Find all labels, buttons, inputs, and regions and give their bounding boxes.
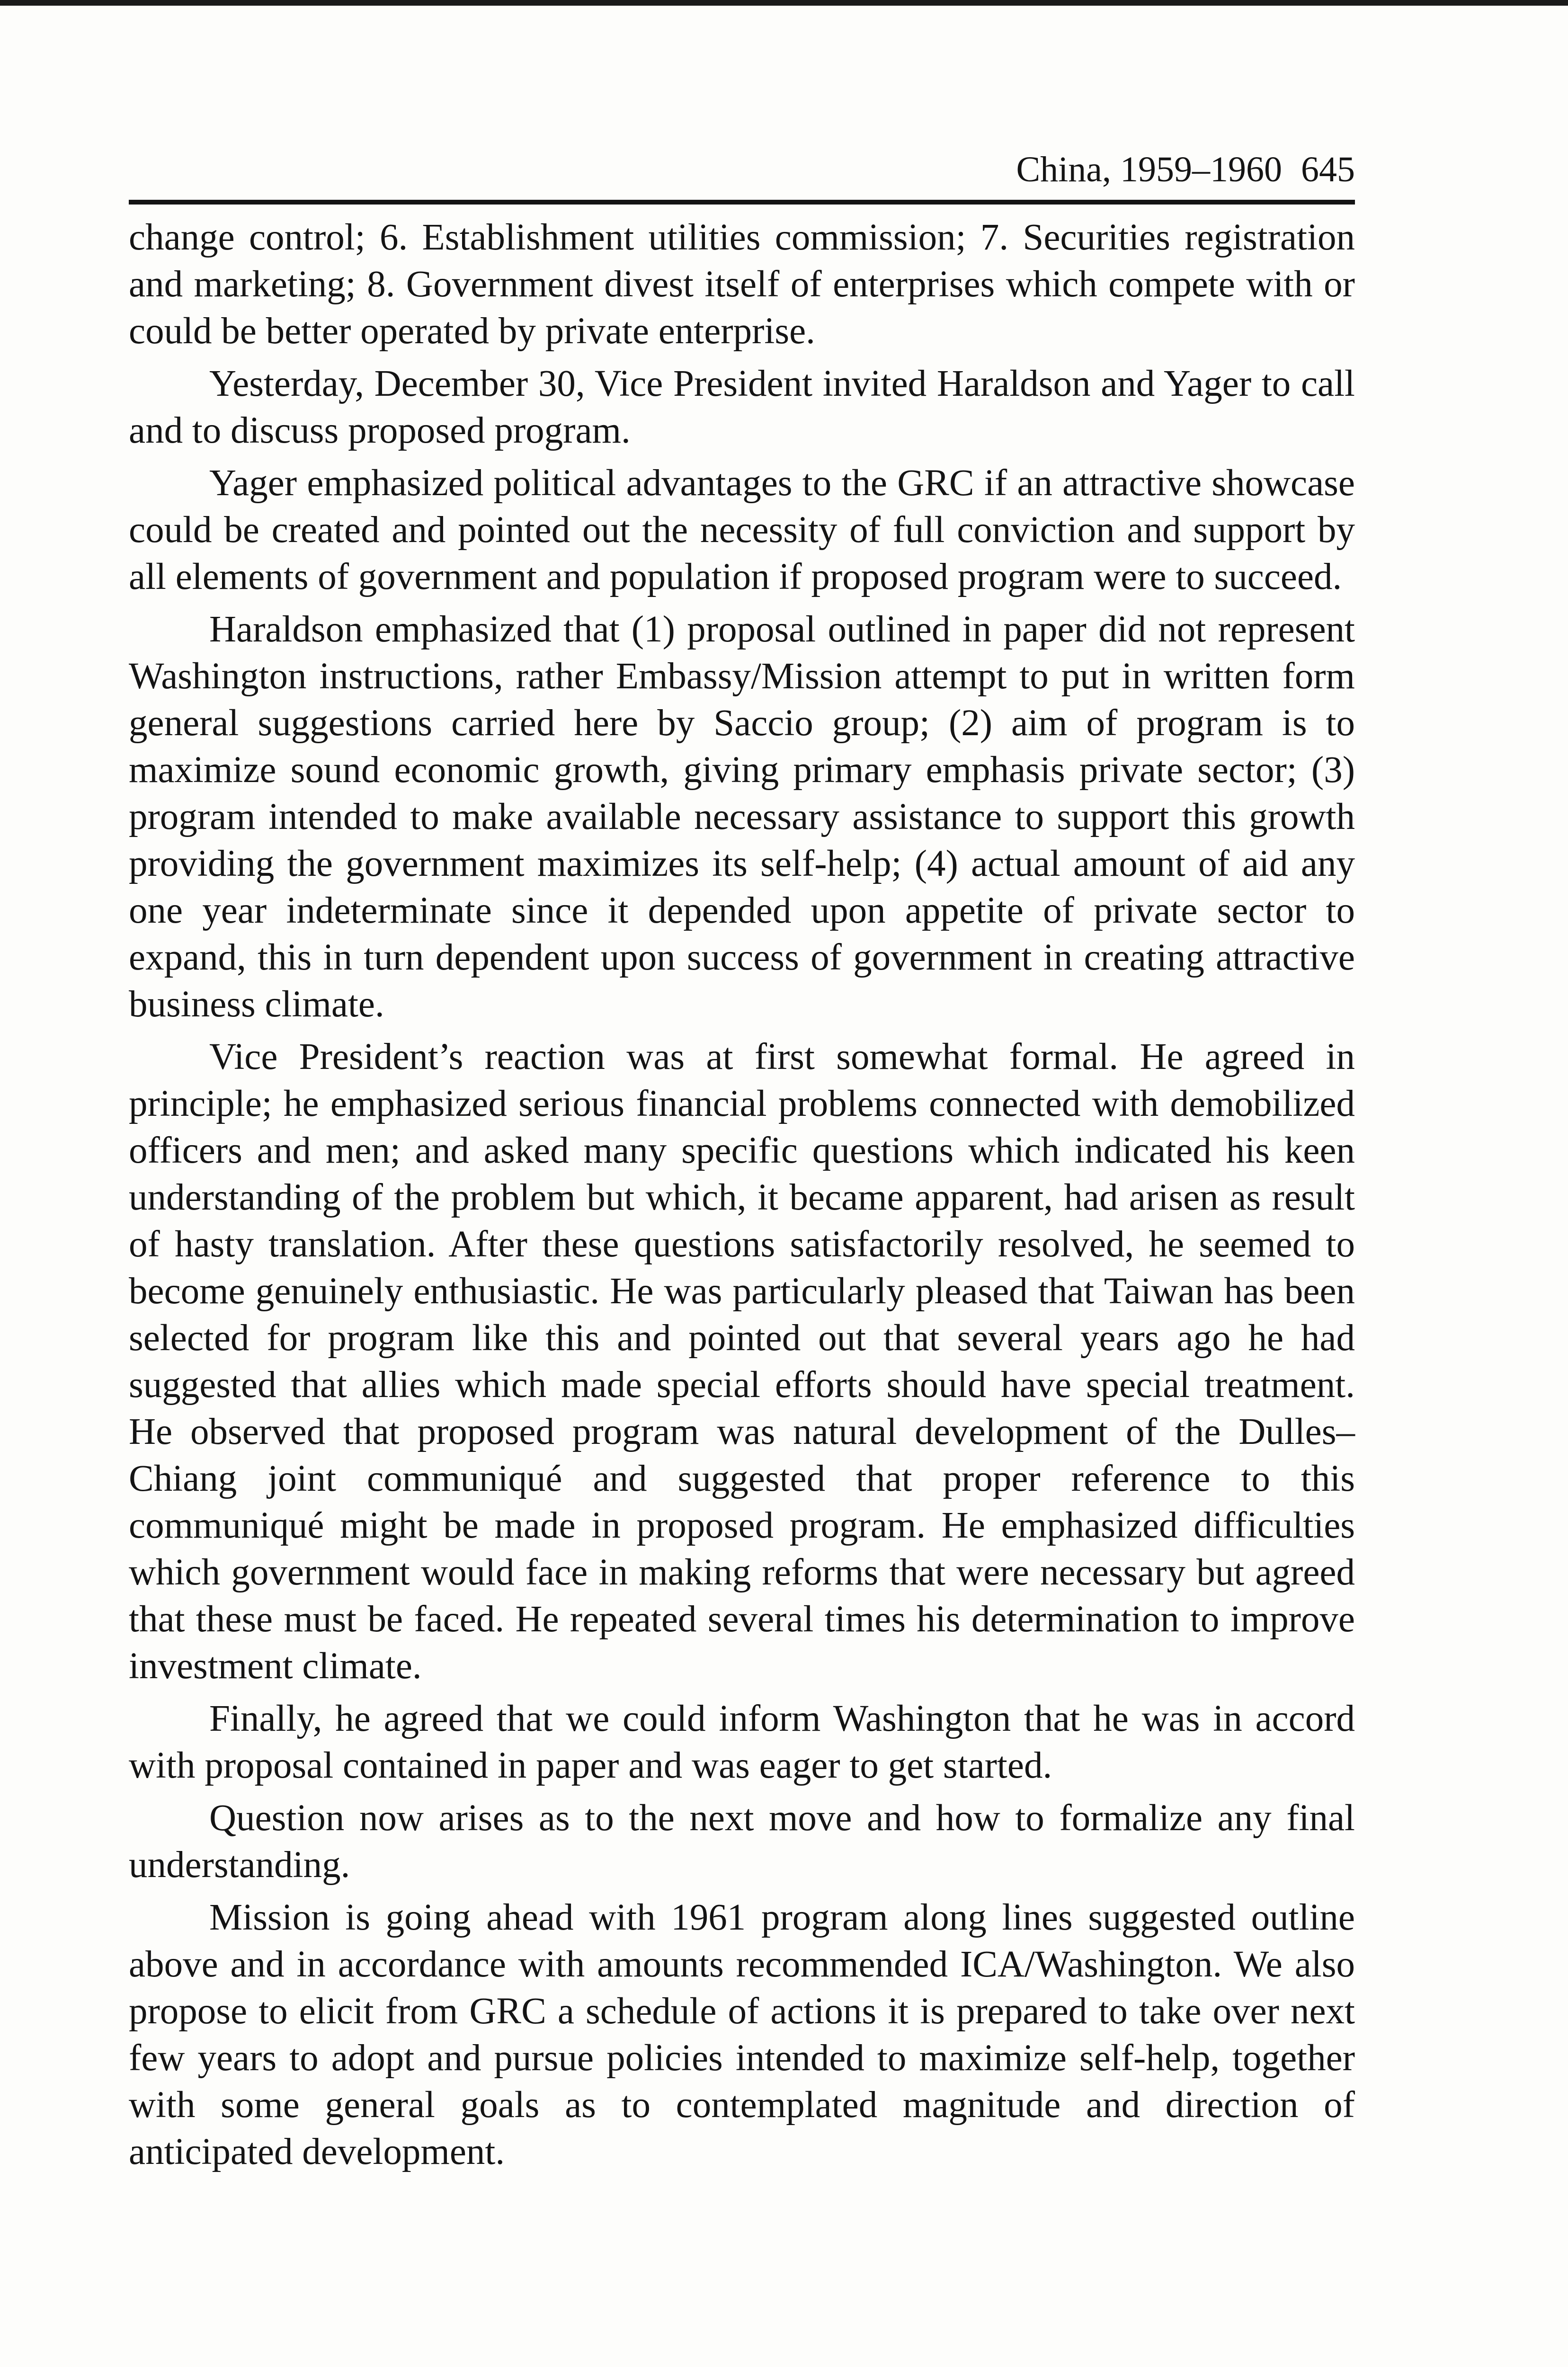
paragraph: Question now arises as to the next move and how to formalize any final understanding. [129,1797,1355,1886]
page-number: 645 [1301,150,1355,189]
header-rule [129,200,1355,205]
paragraph-continuation: change control; 6. Establishment utilities commission; 7. Securities registration and marketing; 8. Government divest itself of enterprises which compete with or could be better operated by private enterprise. [129,217,1355,352]
document-page [129,147,1355,2181]
paragraph: Finally, he agreed that we could inform Washington that he was in accord with proposal contained in paper and was eager to get started. [129,1698,1355,1786]
paragraph: Yesterday, December 30, Vice President invited Haraldson and Yager to call and to discuss proposed program. [129,363,1355,451]
running-header [129,147,1355,196]
paragraph: Mission is going ahead with 1961 program along lines suggested outline above and in accordance with amounts recommended ICA/Washington. We also propose to elicit from GRC a schedule of actions it is prepared to take over next few years to adopt and pursue policies intended to maximize self-help, together with some general goals as to contemplated magnitude and direction of anticipated development. [129,1897,1355,2172]
page-top-edge [0,0,1568,6]
paragraph: Yager emphasized political advantages to the GRC if an attractive showcase could be created and pointed out the necessity of full conviction and support by all elements of government and population if proposed program were to succeed. [129,463,1355,597]
paragraph: Vice President’s reaction was at first somewhat formal. He agreed in principle; he emphasized serious financial problems connected with demobilized officers and men; and asked many specific questions which indicated his keen understanding of the problem but which, it became apparent, had arisen as result of hasty translation. After these questions satisfactorily resolved, he seemed to become genuinely enthusiastic. He was particularly pleased that Taiwan has been selected for program like this and pointed out that several years ago he had suggested that allies which made special efforts should have special treatment. He observed that proposed program was natural development of the Dulles–Chiang joint communiqué and suggested that proper reference to this communiqué might be made in proposed program. He emphasized difficulties which government would face in making reforms that were necessary but agreed that these must be faced. He repeated several times his determination to improve investment climate. [129,1036,1355,1687]
paragraph: Haraldson emphasized that (1) proposal outlined in paper did not represent Washington instructions, rather Embassy/Mission attempt to put in written form general suggestions carried here by Saccio group; (2) aim of program is to maximize sound economic growth, giving primary emphasis private sector; (3) program intended to make available necessary assistance to support this growth providing the government maximizes its self-help; (4) actual amount of aid any one year indeterminate since it depended upon appetite of private sector to expand, this in turn dependent upon success of government in creating attractive business climate. [129,609,1355,1025]
body-text [129,214,1355,2175]
running-title: China, 1959–1960 [1016,150,1282,189]
